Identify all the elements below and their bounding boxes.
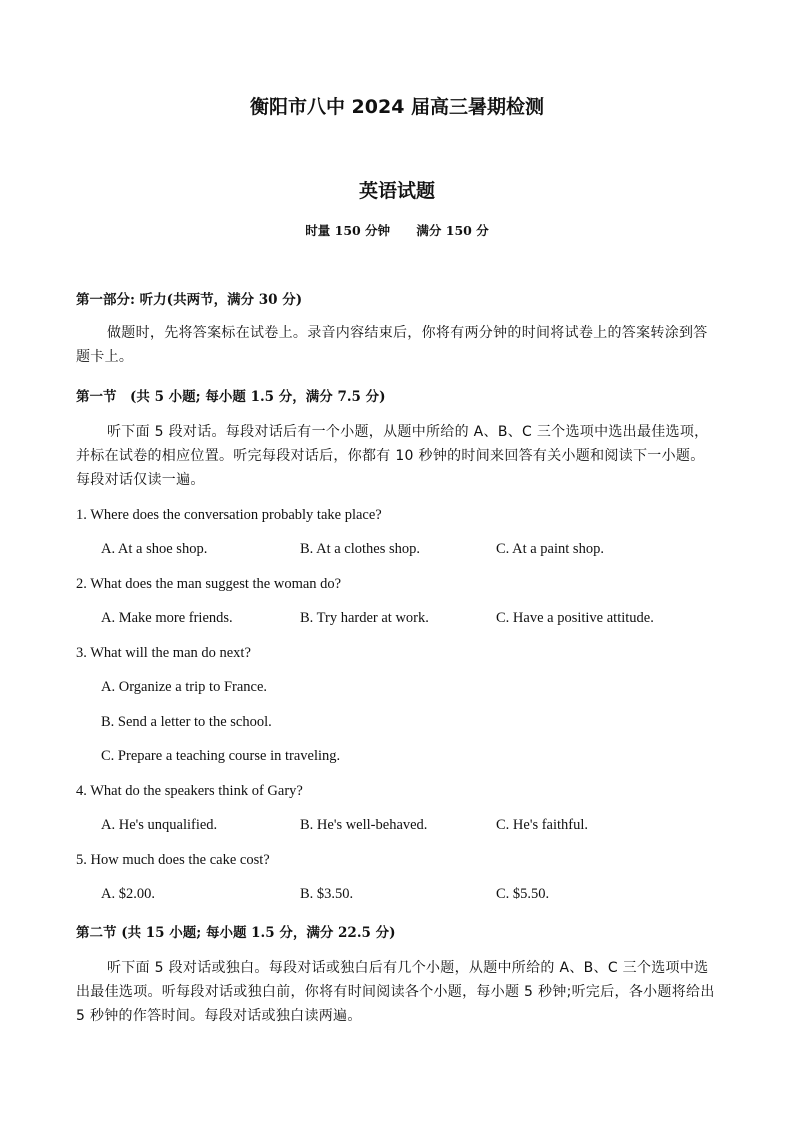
option-c: C. He's faithful. [496, 817, 589, 833]
section2-instructions: 听下面 5 段对话或独白。每段对话或独白后有几个小题，从题中所给的 A、B、C 三个选项中选出最佳选项。听每段对话或独白前，你将有时间阅读各个小题，每小题 5 秒钟;听完后，各小题将给出 5 秒钟的作答时间。每段对话或独白读两遍。 [76, 960, 715, 1024]
section2-heading: 第二节 (共 15 小题; 每小题 1.5 分，满分 22.5 分) [76, 925, 396, 941]
option-b: B. At a clothes shop. [300, 541, 421, 557]
part1-instructions: 做题时，先将答案标在试卷上。录音内容结束后，你将有两分钟的时间将试卷上的答案转涂到答题卡上。 [76, 325, 708, 365]
question-3: 3. What will the man do next? [76, 645, 251, 661]
part1-heading: 第一部分: 听力(共两节，满分 30 分) [76, 292, 303, 308]
subject-title: 英语试题 [358, 180, 435, 202]
exam-title: 衡阳市八中 2024 届高三暑期检测 [249, 96, 545, 118]
option-c: C. Prepare a teaching course in traveling. [101, 748, 341, 764]
option-b: B. Send a letter to the school. [101, 714, 272, 730]
question-1: 1. Where does the conversation probably take place? [76, 507, 382, 523]
time-limit: 时量 150 分钟 [305, 223, 391, 238]
option-c: C. At a paint shop. [496, 541, 604, 557]
option-a: A. He's unqualified. [101, 817, 218, 833]
option-a: A. Make more friends. [101, 610, 233, 626]
option-a: A. At a shoe shop. [101, 541, 208, 557]
section1-instructions: 听下面 5 段对话。每段对话后有一个小题，从题中所给的 A、B、C 三个选项中选出最佳选项，并标在试卷的相应位置。听完每段对话后，你都有 10 秒钟的时间来回答有关小题和阅读下一小题。每段对话仅读一遍。 [76, 424, 709, 488]
question-4: 4. What do the speakers think of Gary? [76, 783, 303, 799]
question-2: 2. What does the man suggest the woman do? [76, 576, 342, 592]
option-b: B. He's well-behaved. [300, 817, 428, 833]
option-b: B. $3.50. [300, 886, 354, 902]
section1-heading: 第一节 (共 5 小题; 每小题 1.5 分，满分 7.5 分) [76, 389, 386, 405]
option-b: B. Try harder at work. [300, 610, 429, 626]
option-c: C. Have a positive attitude. [496, 610, 654, 626]
option-a: A. $2.00. [101, 886, 155, 902]
question-5: 5. How much does the cake cost? [76, 852, 270, 868]
option-a: A. Organize a trip to France. [101, 679, 268, 695]
exam-meta [0, 221, 794, 239]
option-c: C. $5.50. [496, 886, 550, 902]
total-score: 满分 150 分 [416, 223, 489, 238]
